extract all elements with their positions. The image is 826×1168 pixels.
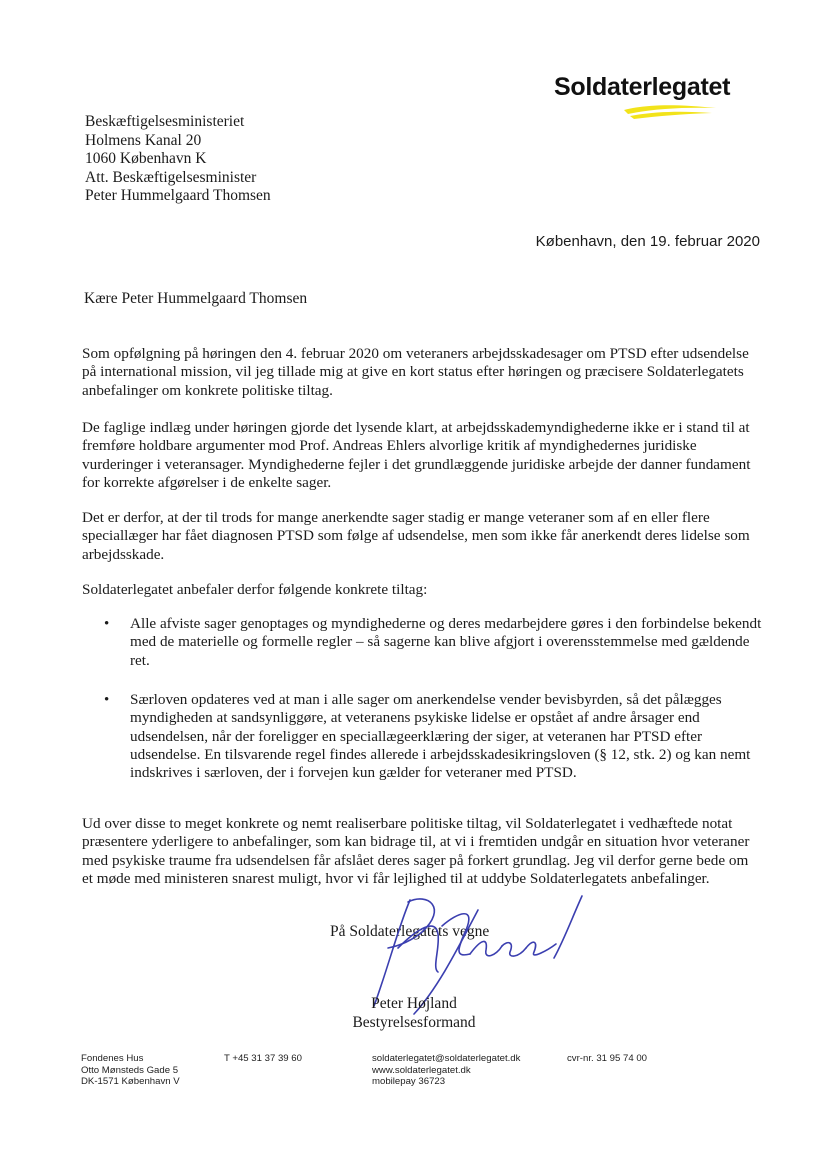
- signoff: På Soldaterlegatets vegne: [330, 923, 490, 940]
- recipient-line: 1060 København K: [85, 150, 207, 168]
- footer-contact: [372, 1053, 520, 1088]
- footer-address: [81, 1053, 180, 1088]
- salutation: Kære Peter Hummelgaard Thomsen: [84, 290, 308, 307]
- recipient-address: [85, 113, 271, 206]
- footer-line: cvr-nr. 31 95 74 00: [567, 1053, 647, 1064]
- paragraph: Ud over disse to meget konkrete og nemt realiserbare politiske tiltag, vil Soldaterlegatet i vedhæftede notat præsentere yderligere to anbefalinger, som kan bidrage til, at vi i fremtiden undgår en situation hvor veteraner med psykiske traume fra udsendelsen får afslået deres sager på forkert grundlag. Jeg vil derfor gerne bede om et møde med ministeren snarest muligt, hvor vi får lejlighed til at uddybe Soldaterlegatets anbefalinger.: [82, 815, 750, 887]
- recipient-line: Beskæftigelsesministeriet: [85, 113, 245, 130]
- bullet-text: Alle afviste sager genoptages og myndighederne og deres medarbejdere gøres i den forbindelse bekendt med de materielle og formelle regler – så sagerne kan blive afgjort i overensstemmelse med gældende ret.: [130, 615, 762, 669]
- footer-line: T +45 31 37 39 60: [224, 1053, 302, 1064]
- recipient-line: Att. Beskæftigelsesminister: [85, 168, 257, 186]
- soldaterlegatet-logo: [554, 72, 754, 122]
- paragraph: De faglige indlæg under høringen gjorde det lysende klart, at arbejdsskademyndighederne ikke er i stand til at fremføre holdbare argumenter mod Prof. Andreas Ehlers alvorlige kritik af myndighedernes juridiske vurderinger i veteransager. Myndighederne fejler i det grundlæggende juridiske arbejde der danner fundament for korrekte afgørelser i de enkelte sager.: [82, 419, 751, 491]
- recipient-line: Holmens Kanal 20: [85, 131, 202, 149]
- signer-block: [346, 995, 482, 1032]
- bullet-icon: •: [104, 616, 110, 632]
- footer-phone: [224, 1053, 302, 1065]
- signer-name: Peter Højland: [371, 995, 457, 1012]
- paragraph: Soldaterlegatet anbefaler derfor følgende konkrete tiltag:: [82, 581, 428, 598]
- signer-title: Bestyrelsesformand: [352, 1013, 476, 1031]
- paragraph: Som opfølgning på høringen den 4. februar 2020 om veteraners arbejdsskadesager om PTSD efter udsendelse på international mission, vil jeg tillade mig at give en kort status efter høringen og præcisere Soldaterlegatets anbefalinger om konkrete politiske tiltag.: [82, 345, 749, 399]
- recipient-line: Peter Hummelgaard Thomsen: [85, 187, 271, 205]
- footer-mobilepay: mobilepay 36723: [372, 1076, 446, 1087]
- footer-website: www.soldaterlegatet.dk: [372, 1064, 471, 1076]
- footer-email: soldaterlegatet@soldaterlegatet.dk: [372, 1053, 521, 1064]
- footer-line: DK-1571 København V: [81, 1076, 180, 1087]
- recommendation-list-item: [82, 691, 762, 782]
- footer-line: Fondenes Hus: [81, 1053, 144, 1064]
- logo-swoosh-icon: [622, 102, 718, 120]
- paragraph: Det er derfor, at der til trods for mange anerkendte sager stadig er mange veteraner som af en eller flere speciallæger har fået diagnosen PTSD som følge af udsendelse, men som ikke får anerkendt deres lidelse som arbejdsskade.: [82, 509, 750, 563]
- letter-date: København, den 19. februar 2020: [535, 233, 760, 250]
- footer-cvr: [567, 1053, 647, 1065]
- bullet-text: Særloven opdateres ved at man i alle sager om anerkendelse vender bevisbyrden, så det pålægges myndigheden at sandsynliggøre, at veteranens psykiske lidelse er opstået af andre årsager end udsendelsen, når der foreligger en speciallægeerklæring der siger, at veteranen har PTSD efter udsendelse. En tilsvarende regel findes allerede i arbejdsskadesikringsloven (§ 12, stk. 2) og kan nemt indskrives i særloven, der i forvejen kun gælder for veteraner med PTSD.: [130, 691, 751, 782]
- recommendation-list-item: [82, 615, 762, 670]
- footer-line: Otto Mønsteds Gade 5: [81, 1064, 179, 1076]
- bullet-icon: •: [104, 692, 110, 708]
- logo-text: Soldaterlegatet: [554, 73, 731, 101]
